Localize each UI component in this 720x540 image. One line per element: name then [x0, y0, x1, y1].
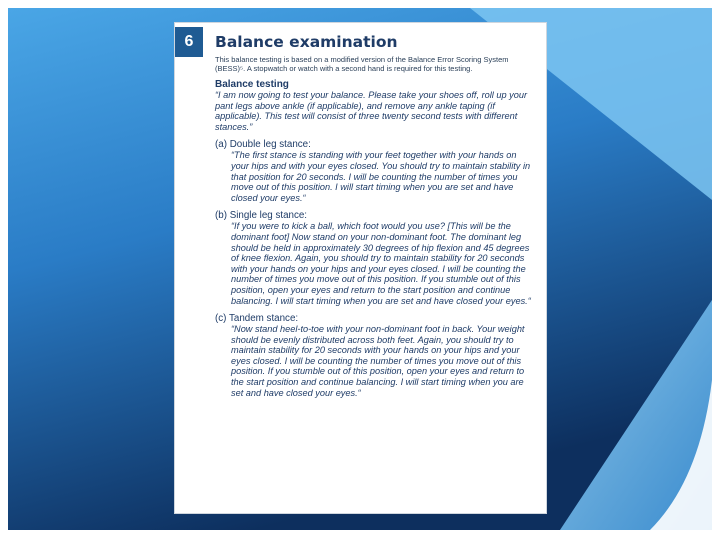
stance-text-single-leg: “If you were to kick a ball, which foot would you use? [This will be the dominant foot] Now stand on your non-dominant foot. The dominant leg should be held in approximately 30 degrees of hip flexion and 45 degrees of knee flexion. Again, you should try to maintain stability for 20 seconds with your hands on your hips and your eyes closed. I will be counting the number of times you move out of this position. If you stumble out of this position, open your eyes and return to the start position and continue balancing. I will start timing when you are set and have closed your eyes.“ [231, 221, 531, 306]
stance-text-tandem: “Now stand heel-to-toe with your non-dominant foot in back. Your weight should be evenly distributed across both feet. Again, you should try to maintain stability for 20 seconds with your hands on your hips and your eyes closed. I will be counting the number of times you move out of this position. If you stumble out of this position, open your eyes and return to the start position and continue balancing. I will start timing when you are set and have closed your eyes.“ [231, 324, 525, 398]
document-page [174, 22, 547, 514]
stance-label-single-leg: (b) Single leg stance: [215, 210, 308, 222]
stance-text-double-leg: “The first stance is standing with your feet together with your hands on your hips and with your eyes closed. You should try to maintain stability in that position for 20 seconds. I will be counting the number of times you move out of this position. I will start timing when you are set and have closed your eyes.“ [231, 150, 531, 203]
balance-testing-heading: Balance testing [215, 79, 289, 90]
document-title: Balance examination [215, 33, 398, 51]
section-number-badge: 6 [175, 27, 203, 57]
intro-text: This balance testing is based on a modified version of the Balance Error Scoring System (BESS)⁵. A stopwatch or watch with a second hand is required for this testing. [215, 55, 509, 73]
stance-label-double-leg: (a) Double leg stance: [215, 139, 311, 151]
document-content [215, 55, 533, 398]
balance-testing-instruction: “I am now going to test your balance. Please take your shoes off, roll up your pant legs above ankle (if applicable), and remove any ankle taping (if applicable). This test will consist of three twenty second tests with different stances.” [215, 90, 528, 132]
stance-label-tandem: (c) Tandem stance: [215, 313, 299, 325]
